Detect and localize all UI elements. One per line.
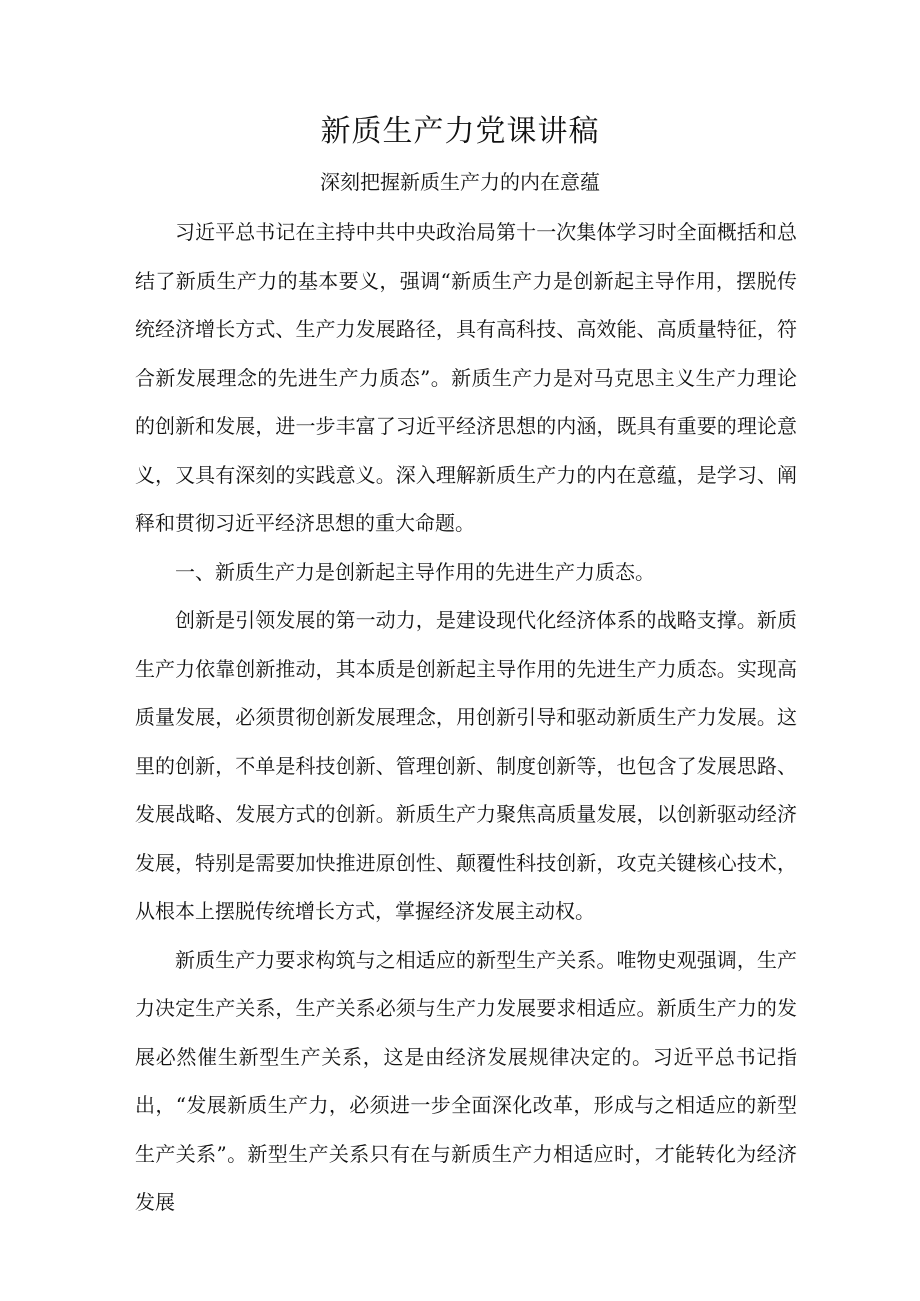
paragraph-intro: 习近平总书记在主持中共中央政治局第十一次集体学习时全面概括和总结了新质生产力的基本要义，强调“新质生产力是创新起主导作用，摆脱传统经济增长方式、生产力发展路径，具有高科技、高效能、高质量特征，符合新发展理念的先进生产力质态”。新质生产力是对马克思主义生产力理论的创新和发展，进一步丰富了习近平经济思想的内涵，既具有重要的理论意义，又具有深刻的实践意义。深入理解新质生产力的内在意蕴，是学习、阐释和贯彻习近平经济思想的重大命题。: [135, 220, 797, 535]
section-heading-1: 一、新质生产力是创新起主导作用的先进生产力质态。: [175, 559, 655, 584]
document-title: 新质生产力党课讲稿: [320, 114, 600, 149]
paragraph-production-relations: 新质生产力要求构筑与之相适应的新型生产关系。唯物史观强调，生产力决定生产关系，生产关系必须与生产力发展要求相适应。新质生产力的发展必然催生新型生产关系，这是由经济发展规律决定的。习近平总书记指出，“发展新质生产力，必须进一步全面深化改革，形成与之相适应的新型生产关系”。新型生产关系只有在与新质生产力相适应时，才能转化为经济发展: [135, 947, 797, 1214]
document-body: [135, 208, 797, 1227]
document-subtitle: 深刻把握新质生产力的内在意蕴: [320, 170, 600, 194]
paragraph-innovation: 创新是引领发展的第一动力，是建设现代化经济体系的战略支撑。新质生产力依靠创新推动，其本质是创新起主导作用的先进生产力质态。实现高质量发展，必须贯彻创新发展理念，用创新引导和驱动新质生产力发展。这里的创新，不单是科技创新、管理创新、制度创新等，也包含了发展思路、发展战略、发展方式的创新。新质生产力聚焦高质量发展，以创新驱动经济发展，特别是需要加快推进原创性、颠覆性科技创新，攻克关键核心技术，从根本上摆脱传统增长方式，掌握经济发展主动权。: [135, 608, 797, 923]
